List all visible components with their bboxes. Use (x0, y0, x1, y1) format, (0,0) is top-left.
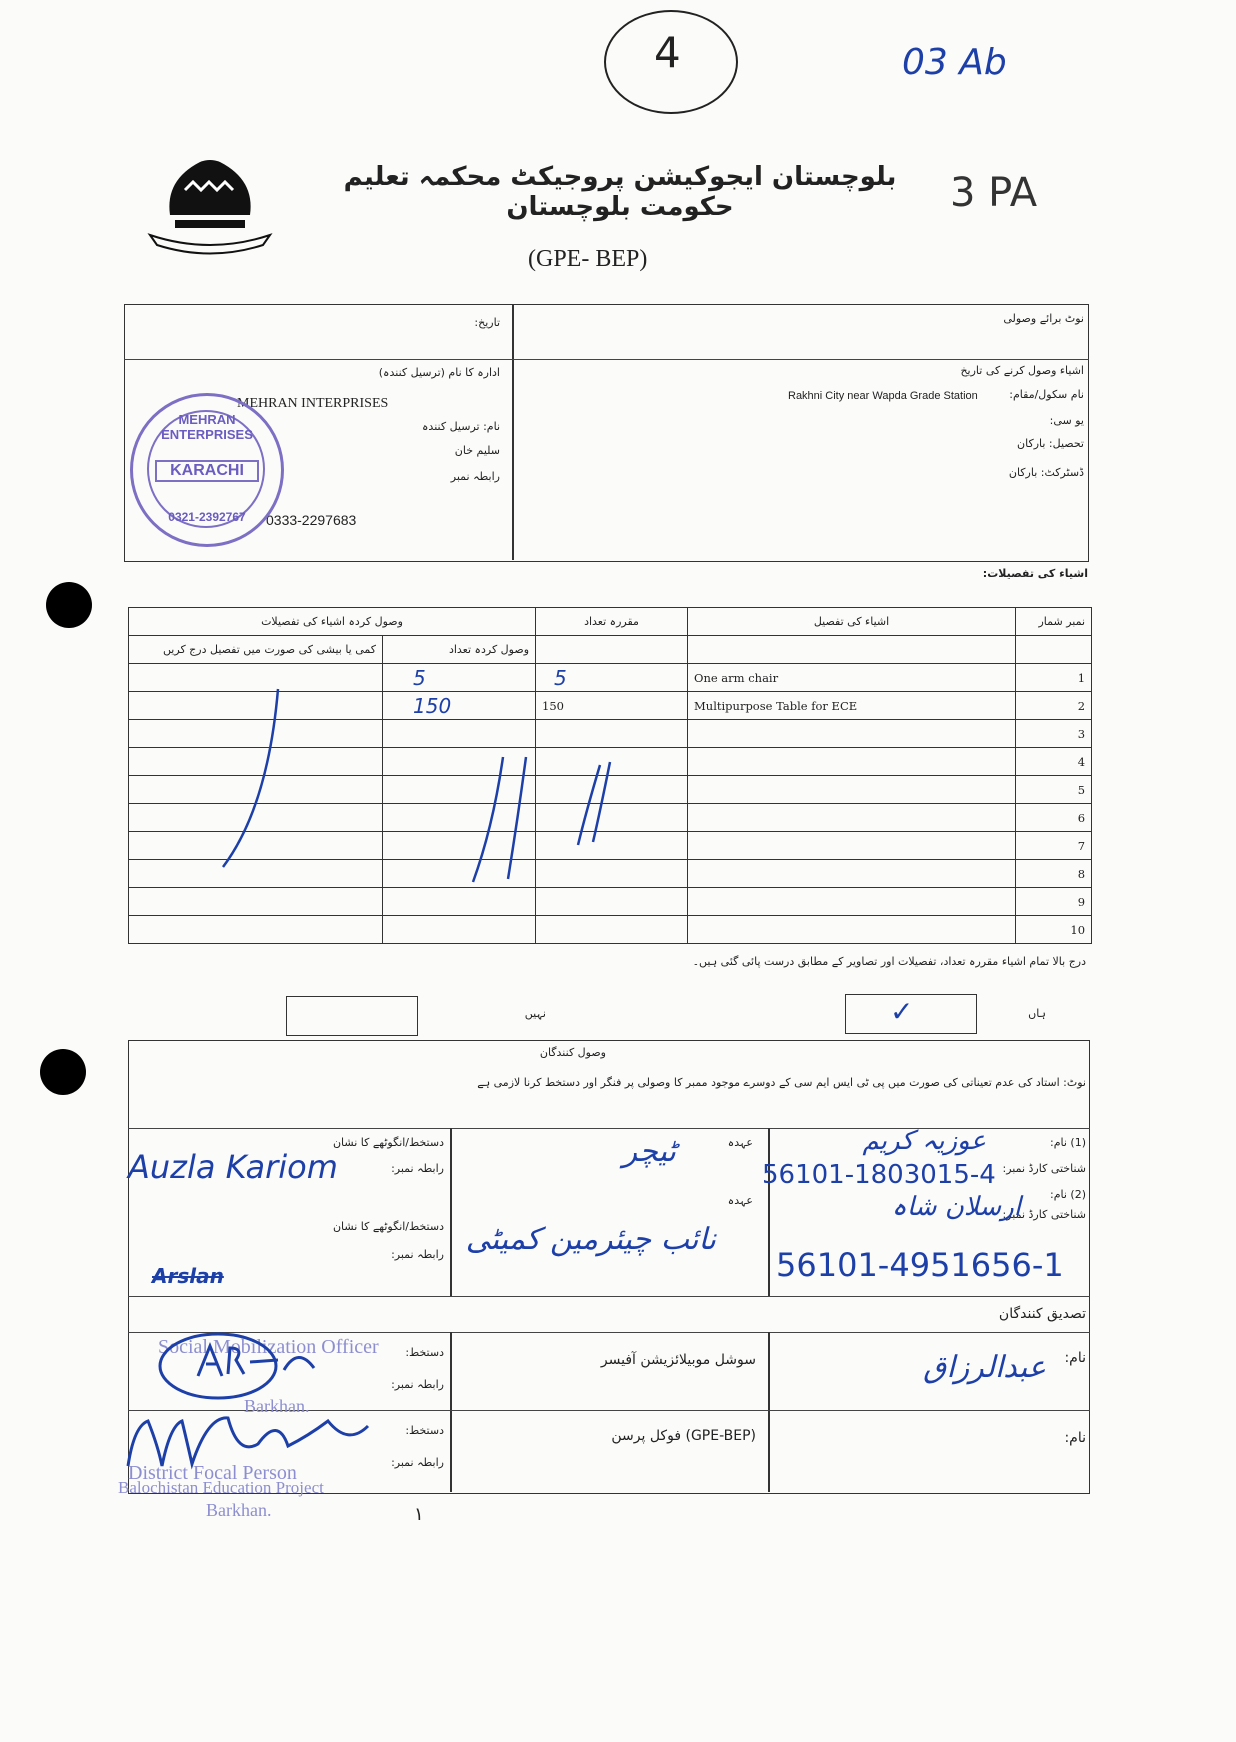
smo-stamp-line1: Social Mobilization Officer (158, 1336, 379, 1358)
contact1-label: رابطہ نمبر: (391, 1162, 444, 1175)
supplier-org-value: MEHRAN INTERPRISES (237, 396, 389, 411)
post2-value: نائب چیئرمین کمیٹی (465, 1222, 716, 1257)
col-detail: اشیاء کی تفصیل (688, 608, 1016, 636)
sender-name-value: سلیم خان (454, 444, 500, 457)
annotation-top-right-2: 3 PA (950, 170, 1038, 216)
verifier-signatures (118, 1326, 438, 1476)
verifier2-name-label: نام: (1064, 1430, 1086, 1446)
detail-cell: One arm chair (688, 664, 1016, 692)
header-title: بلوچستان ایجوکیشن پروجیکٹ محکمہ تعلیم حکومت بلوچستان (343, 162, 897, 222)
no-label: نہیں (524, 1007, 546, 1020)
cnic2-label: شناختی کارڈ نمبر: (1002, 1208, 1086, 1221)
receivers-note: نوٹ: استاد کی عدم تعیناتی کی صورت میں پی ٹی ایس ایم سی کے دوسرے موجود ممبر کا وصولی پر فنگر اور دستخط کرنا لازمی ہے (477, 1076, 1086, 1089)
sign1-label: دستخط/انگوٹھے کا نشان (332, 1136, 444, 1149)
verifiers-title: تصدیق کنندگان (998, 1306, 1086, 1322)
smo-name: عبدالرزاق (923, 1350, 1046, 1385)
company-stamp-line1: MEHRAN ENTERPRISES (161, 412, 253, 442)
smo-stamp-line2: Barkhan. (244, 1396, 310, 1416)
table-handwriting (128, 607, 1091, 957)
sign2-value: Arslan (152, 1264, 224, 1288)
page-circle-number: 4 (654, 28, 681, 77)
focal-stamp-line2: Balochistan Education Project (118, 1478, 324, 1497)
sign1-value: Auzla Kariom (128, 1148, 338, 1186)
focal-stamp-line1: District Focal Person (128, 1462, 297, 1484)
serial-cell: 7 (1016, 832, 1092, 860)
received-qty-cell: 5 (383, 664, 536, 692)
col-serial: نمبر شمار (1016, 608, 1092, 636)
contact-label-v2: رابطہ نمبر: (391, 1456, 444, 1469)
cnic1-value: 56101-1803015-4 (762, 1160, 996, 1190)
smo-title: سوشل موبیلائزیشن آفیسر (600, 1352, 756, 1368)
receipt-note-label: نوٹ برائے وصولی (1003, 312, 1084, 325)
name1-value: عوزیہ کریم (862, 1126, 986, 1156)
company-stamp-line2: KARACHI (155, 460, 259, 482)
contact-label-v1: رابطہ نمبر: (391, 1378, 444, 1391)
page-number: ۱ (414, 1504, 424, 1525)
col-qty: مقررہ تعداد (536, 608, 688, 636)
school-value: Rakhni City near Wapda Grade Station (788, 390, 978, 402)
serial-cell: 6 (1016, 804, 1092, 832)
post2-label: عہدہ (727, 1194, 753, 1207)
uc-label: یو سی: (1049, 414, 1084, 427)
col-received: وصول کردہ اشیاء کی تفصیلات (129, 608, 536, 636)
serial-cell: 5 (1016, 776, 1092, 804)
supplier-org-label: ادارہ کا نام (ترسیل کنندہ) (378, 366, 500, 379)
annotation-top-right-1: 03 Ab (902, 42, 1007, 83)
contact-value: 0333-2297683 (266, 512, 357, 528)
receipt-date-label: تاریخ: (474, 316, 500, 329)
punch-hole-1 (46, 582, 92, 628)
name2-value: ارسلان شاہ (891, 1192, 1021, 1222)
tehsil-label: تحصیل: بارکان (1017, 437, 1084, 450)
header-code: (GPE- BEP) (528, 246, 648, 272)
serial-cell: 9 (1016, 888, 1092, 916)
cnic1-label: شناختی کارڈ نمبر: (1002, 1162, 1086, 1175)
sign-label-2: دستخط: (405, 1424, 444, 1437)
sign-label-1: دستخط: (405, 1346, 444, 1359)
punch-hole-2 (40, 1049, 86, 1095)
post1-value: ٹیچر (622, 1134, 676, 1169)
contact2-label: رابطہ نمبر: (391, 1248, 444, 1261)
sign2-label: دستخط/انگوٹھے کا نشان (332, 1220, 444, 1233)
yes-mark: ✓ (890, 995, 914, 1028)
focal-stamp-line3: Barkhan. (206, 1500, 272, 1520)
no-box[interactable] (286, 996, 418, 1036)
govt-logo-icon (145, 150, 275, 260)
serial-cell: 10 (1016, 916, 1092, 944)
receivers-title: وصول کنندگان (539, 1046, 606, 1059)
received-qty-cell: 150 (383, 692, 536, 720)
yes-label: ہاں (1028, 1007, 1046, 1020)
company-stamp (130, 393, 284, 547)
post1-label: عہدہ (727, 1136, 753, 1149)
verifier1-name-label: نام: (1064, 1350, 1086, 1366)
qty-hand-value: 5 (554, 665, 567, 690)
serial-cell: 8 (1016, 860, 1092, 888)
serial-cell: 2 (1016, 692, 1092, 720)
detail-cell: Multipurpose Table for ECE (688, 692, 1016, 720)
district-label: ڈسٹرکٹ: بارکان (1008, 466, 1084, 479)
cnic2-value: 56101-4951656-1 (776, 1246, 1064, 1284)
col-shortfall: کمی یا بیشی کی صورت میں تفصیل درج کریں (129, 636, 383, 664)
qty-cell: 150 (536, 692, 688, 720)
name2-label: (2) نام: (1049, 1188, 1086, 1201)
serial-cell: 1 (1016, 664, 1092, 692)
confirmation-statement: درج بالا تمام اشیاء مقررہ تعداد، تفصیلات اور تصاویر کے مطابق درست پائی گئی ہیں۔ (692, 955, 1086, 968)
school-label: نام سکول/مقام: (1009, 388, 1084, 401)
col-received-qty: وصول کردہ تعداد (383, 636, 536, 664)
items-section-label: اشیاء کی تفصیلات: (982, 567, 1088, 580)
serial-cell: 4 (1016, 748, 1092, 776)
focal-title: (GPE-BEP) فوکل پرسن (611, 1428, 756, 1444)
name1-label: (1) نام: (1049, 1136, 1086, 1149)
contact-label: رابطہ نمبر (450, 470, 500, 483)
company-stamp-line3: 0321-2392767 (168, 510, 246, 524)
sender-name-label: نام: ترسیل کنندہ (421, 420, 500, 433)
received-date-label: اشیاء وصول کرنے کی تاریخ (960, 364, 1084, 377)
serial-cell: 3 (1016, 720, 1092, 748)
